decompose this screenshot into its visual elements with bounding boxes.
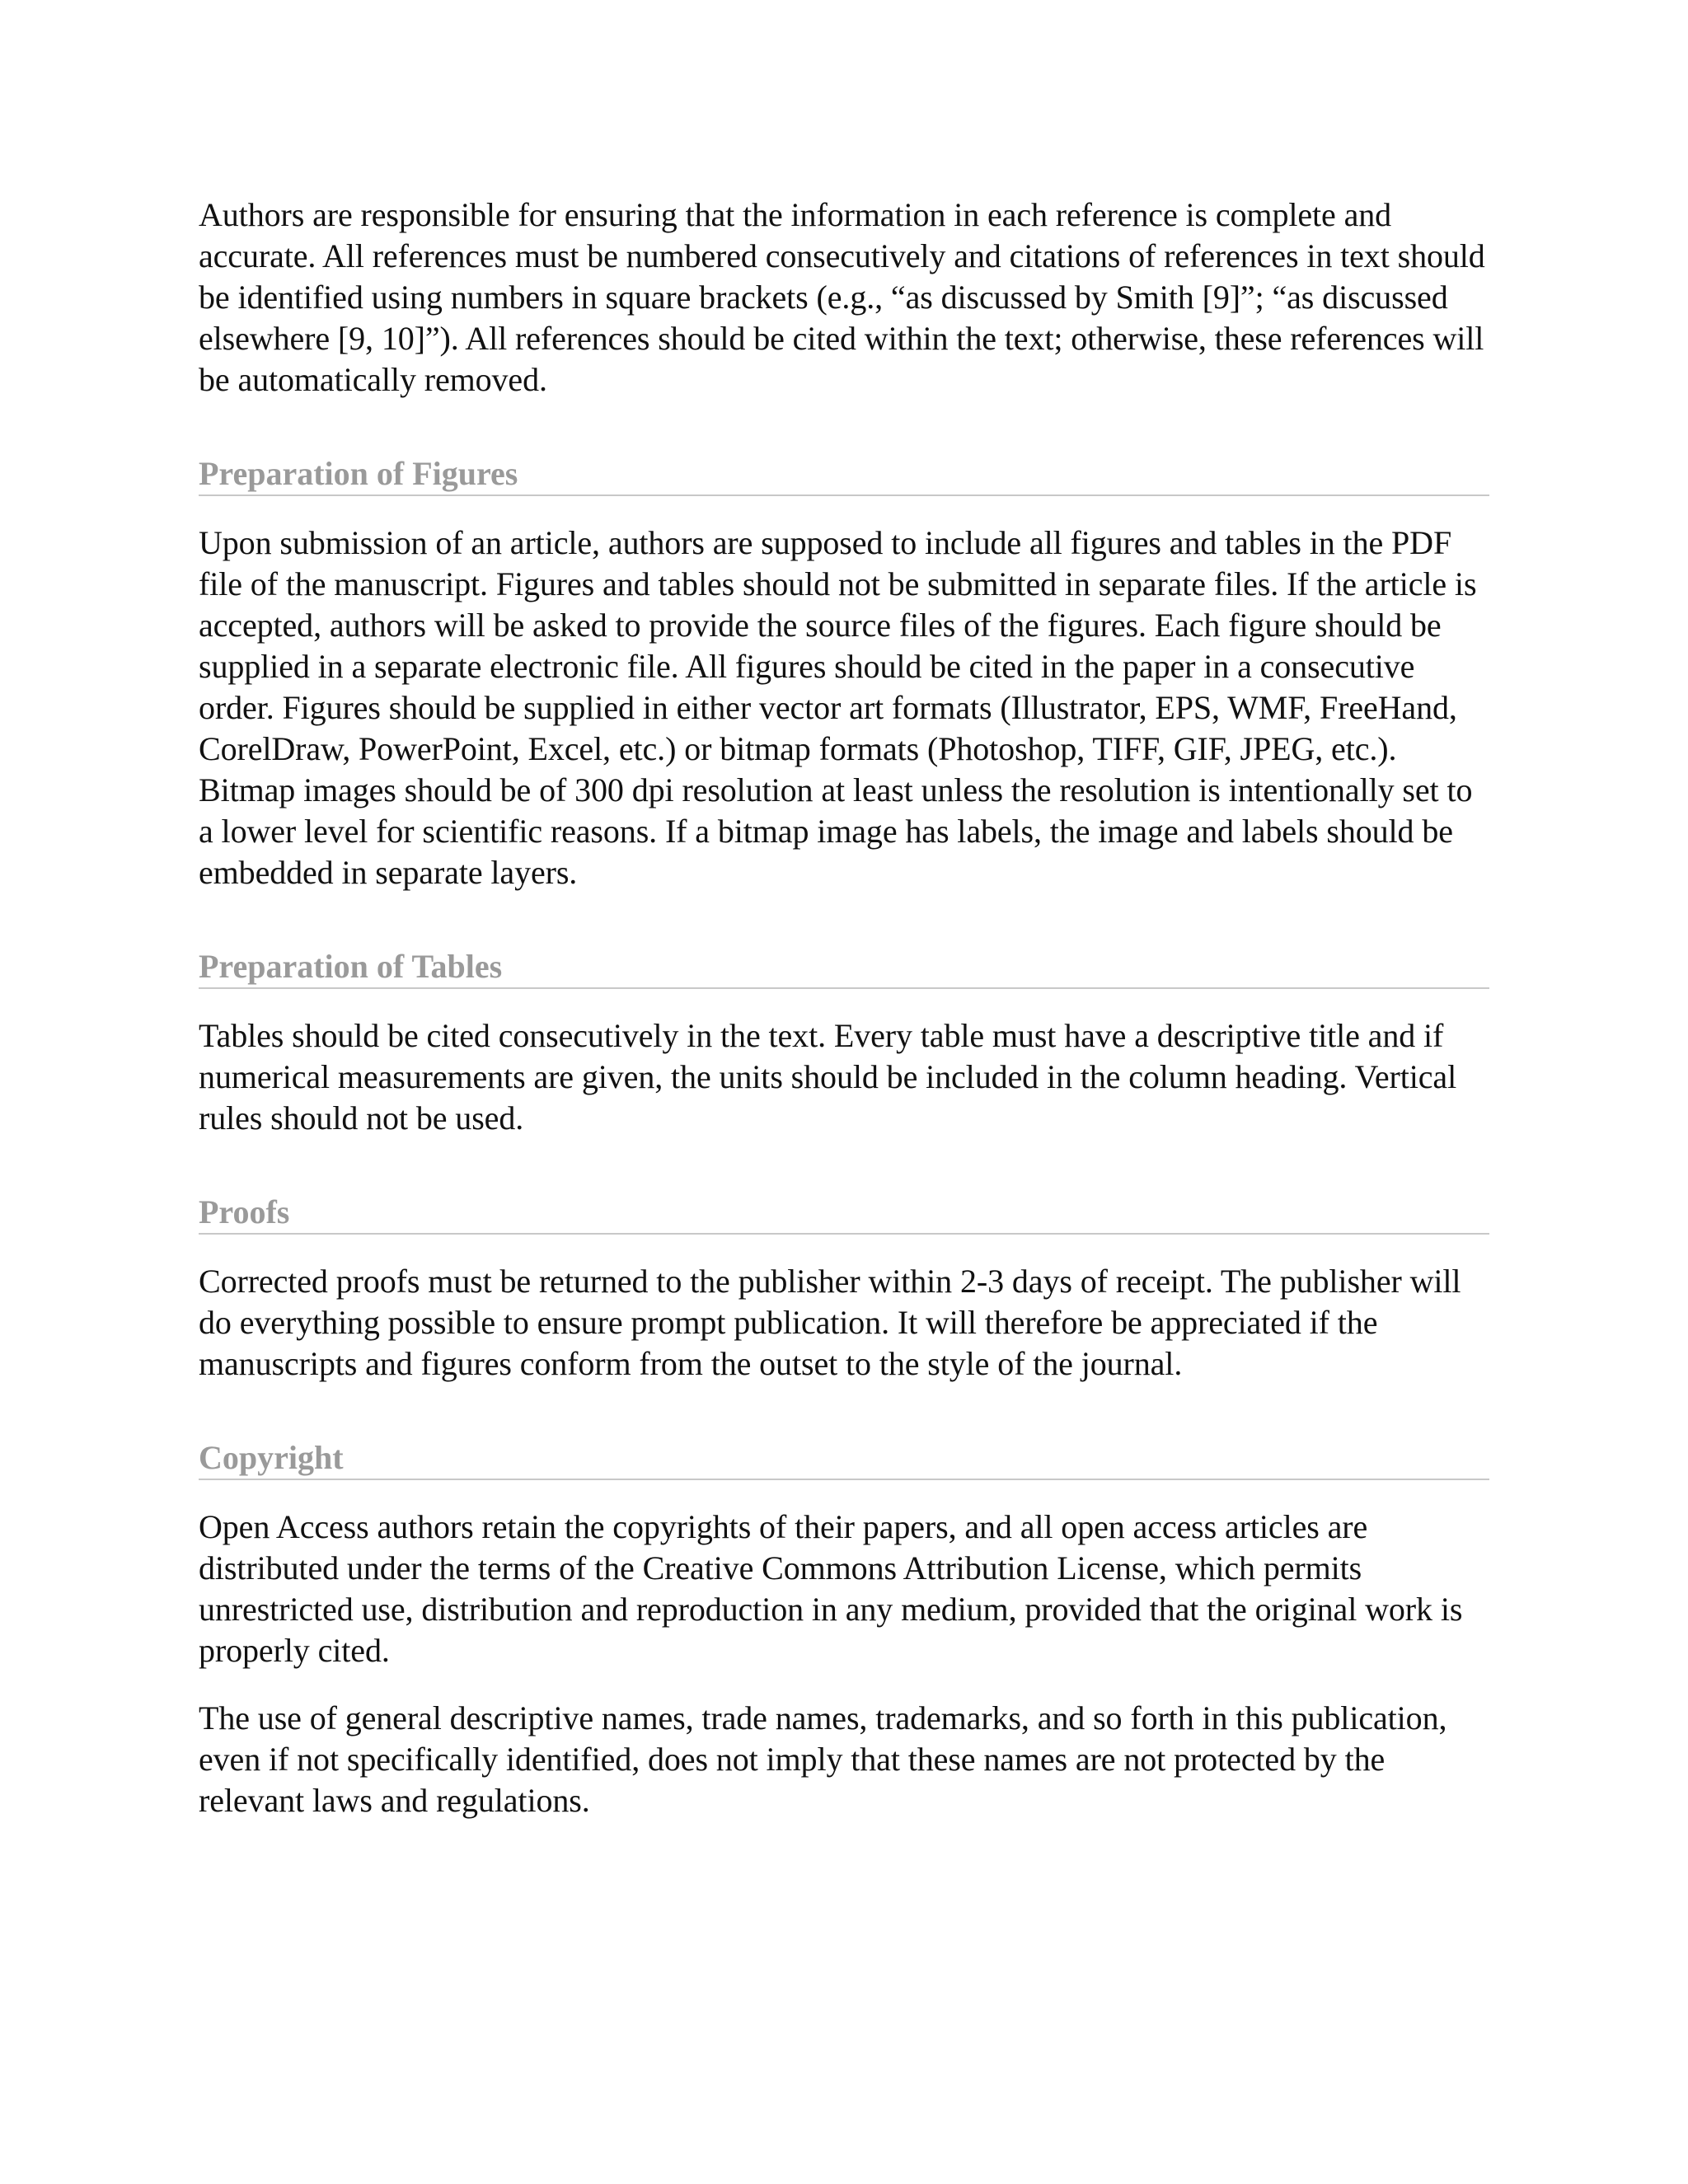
tables-heading: Preparation of Tables: [199, 946, 1489, 989]
document-page: [199, 194, 1489, 1821]
figures-paragraph: Upon submission of an article, authors are supposed to include all figures and tables in the PDF file of the manuscript. Figures and tables should not be submitted in separate files. If the article is accepted, authors will be asked to provide the source files of the figures. Each figure should be supplied in a separate electronic file. All figures should be cited in the paper in a consecutive order. Figures should be supplied in either vector art formats (Illustrator, EPS, WMF, FreeHand, CorelDraw, PowerPoint, Excel, etc.) or bitmap formats (Photoshop, TIFF, GIF, JPEG, etc.). Bitmap images should be of 300 dpi resolution at least unless the resolution is intentionally set to a lower level for scientific reasons. If a bitmap image has labels, the image and labels should be embedded in separate layers.: [199, 524, 1477, 891]
spacer: [199, 1235, 1489, 1261]
spacer: [199, 893, 1489, 946]
copyright-heading: Copyright: [199, 1437, 1489, 1480]
spacer: [199, 1385, 1489, 1437]
copyright-paragraph-2: The use of general descriptive names, trade names, trademarks, and so forth in this publication, even if not specifically identified, does not imply that these names are not protected by the relevant laws and regulations.: [199, 1699, 1447, 1819]
spacer: [199, 1480, 1489, 1507]
spacer: [199, 496, 1489, 523]
figures-heading: Preparation of Figures: [199, 453, 1489, 496]
spacer: [199, 989, 1489, 1015]
copyright-paragraph-1: Open Access authors retain the copyrights of their papers, and all open access articles are distributed under the terms of the Creative Commons Attribution License, which permits unrestricted use, distribution and reproduction in any medium, provided that the original work is properly cited.: [199, 1508, 1463, 1669]
references-paragraph: Authors are responsible for ensuring that the information in each reference is complete and accurate. All references must be numbered consecutively and citations of references in text should be identified using numbers in square brackets (e.g., “as discussed by Smith [9]”; “as discussed elsewhere [9, 10]”). All references should be cited within the text; otherwise, these references will be automatically removed.: [199, 196, 1485, 398]
tables-paragraph: Tables should be cited consecutively in the text. Every table must have a descriptive title and if numerical measurements are given, the units should be included in the column heading. Vertical rules should not be used.: [199, 1017, 1457, 1137]
spacer: [199, 1671, 1489, 1698]
proofs-heading: Proofs: [199, 1192, 1489, 1235]
spacer: [199, 1139, 1489, 1192]
spacer: [199, 401, 1489, 453]
proofs-paragraph: Corrected proofs must be returned to the publisher within 2-3 days of receipt. The publisher will do everything possible to ensure prompt publication. It will therefore be appreciated if the manuscripts and figures conform from the outset to the style of the journal.: [199, 1263, 1461, 1382]
